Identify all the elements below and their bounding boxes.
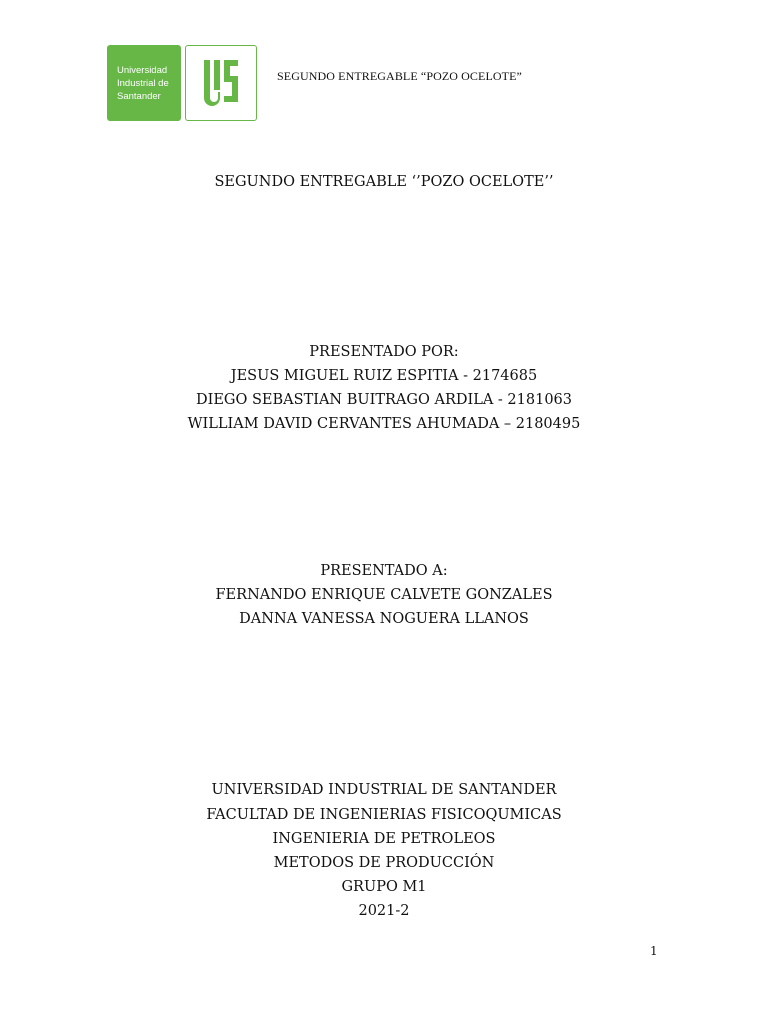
logo-line-1: Universidad: [117, 64, 168, 76]
header-title: SEGUNDO ENTREGABLE “POZO OCELOTE”: [277, 69, 522, 83]
author-1: JESUS MIGUEL RUIZ ESPITIA - 2174685: [230, 368, 538, 384]
logo-line-3: Santander: [117, 90, 161, 102]
institution-line-4: METODOS DE PRODUCCIÓN: [273, 855, 495, 871]
presented-to-label: PRESENTADO A:: [320, 563, 448, 579]
presented-by-label: PRESENTADO POR:: [309, 344, 459, 360]
uis-monogram-icon: [186, 46, 258, 122]
document-title: SEGUNDO ENTREGABLE ‘’POZO OCELOTE’’: [214, 174, 554, 190]
institution-line-5: GRUPO M1: [341, 879, 427, 895]
recipient-1: FERNANDO ENRIQUE CALVETE GONZALES: [215, 587, 553, 603]
page-number: 1: [650, 944, 658, 958]
institution-line-6: 2021-2: [358, 903, 410, 919]
uis-logo-icon: [185, 45, 257, 121]
author-2: DIEGO SEBASTIAN BUITRAGO ARDILA - 2181063: [195, 392, 573, 408]
logo-line-2: Industrial de: [117, 77, 169, 89]
institution-line-3: INGENIERIA DE PETROLEOS: [272, 831, 496, 847]
institution-line-2: FACULTAD DE INGENIERIAS FISICOQUMICAS: [206, 807, 562, 823]
institution-line-1: UNIVERSIDAD INDUSTRIAL DE SANTANDER: [211, 782, 557, 798]
university-logo-text: [107, 45, 181, 121]
author-3: WILLIAM DAVID CERVANTES AHUMADA – 2180495: [187, 416, 581, 432]
recipient-2: DANNA VANESSA NOGUERA LLANOS: [239, 611, 529, 627]
